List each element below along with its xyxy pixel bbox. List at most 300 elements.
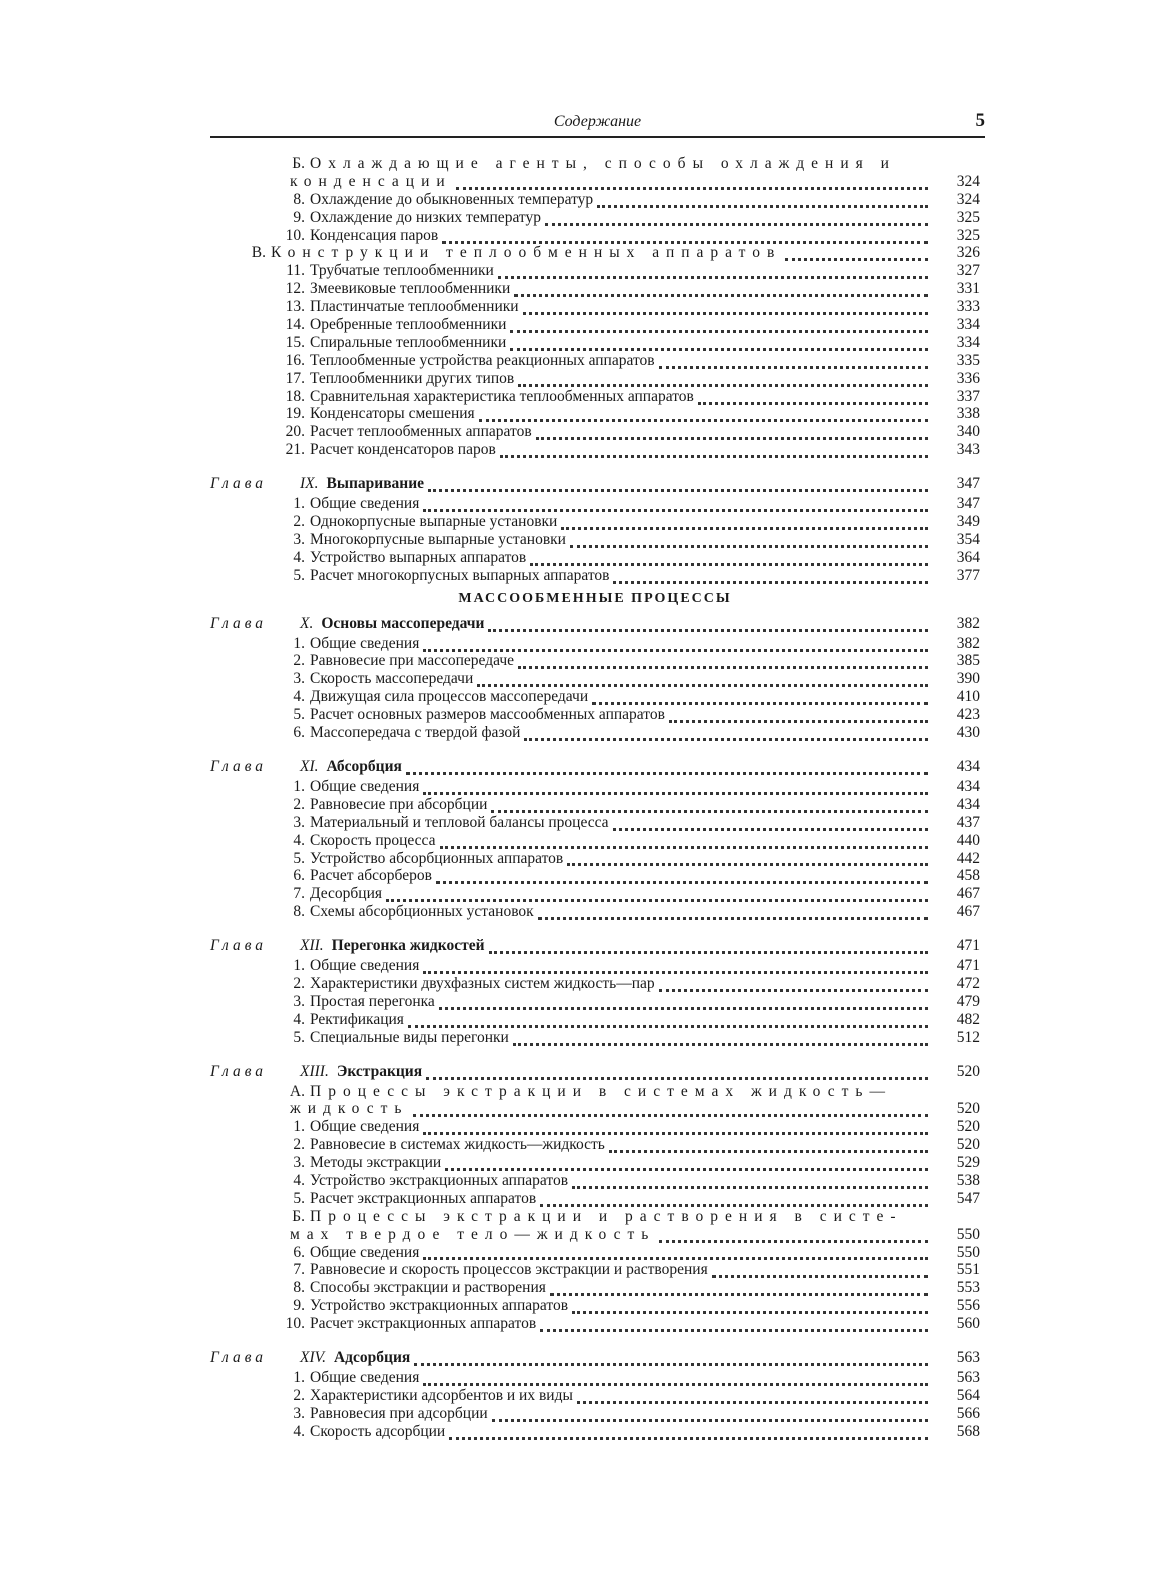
item-title: Равновесие при массопередаче [310,652,515,670]
dot-leader [500,450,928,458]
dot-leader [492,1414,928,1422]
item-title: Общие сведения [310,495,420,513]
dot-leader [540,1199,928,1207]
page-ref: 410 [956,688,980,706]
page-ref: 479 [956,992,980,1010]
item-number: 1. [293,1118,305,1136]
dot-leader [426,1072,928,1080]
chapter-label: Глава [210,1348,268,1366]
item-title: Расчет конденсаторов паров [310,441,496,459]
page-ref: 326 [956,244,980,262]
dot-leader [577,1396,928,1404]
toc-item-row[interactable] [210,191,980,209]
page-ref: 349 [956,513,980,531]
item-number: 2. [293,974,305,992]
item-title: Устройство абсорбционных аппаратов [310,849,564,867]
page-ref: 333 [956,298,980,316]
toc-item-row[interactable] [210,352,980,370]
toc-chapter-row[interactable] [210,473,980,495]
item-number: 7. [293,1261,305,1279]
item-title: Характеристики двухфазных систем жидкость—пар [310,974,655,992]
item-title: Охлаждение до низких температур [310,208,541,226]
item-number: 5. [293,706,305,724]
item-title: Движущая сила процессов массопередачи [310,688,589,706]
item-title: Спиральные теплообменники [310,333,507,351]
chapter-label: Глава [210,757,268,775]
toc-item-row[interactable] [210,832,980,850]
page-ref: 471 [956,937,980,955]
item-number: 15. [285,333,305,351]
toc-item-row[interactable] [210,1154,980,1172]
item-number: 3. [293,1404,305,1422]
toc-chapter-row[interactable] [210,613,980,635]
item-title: Общие сведения [310,1243,420,1261]
item-title: Общие сведения [310,957,420,975]
item-number: 2. [293,795,305,813]
toc-item-row[interactable] [210,1261,980,1279]
dot-leader [518,379,928,387]
page-ref: 529 [956,1154,980,1172]
toc-item-row[interactable] [210,1387,980,1405]
item-number: 4. [293,1010,305,1028]
toc-item-row[interactable] [210,423,980,441]
item-number: 13. [285,298,305,316]
item-number: 4. [293,688,305,706]
section-title-continued: мах твердое тело—жидкость [290,1225,656,1243]
section-letter: Б. [292,1207,305,1225]
dot-leader [567,858,928,866]
dot-leader [572,1181,928,1189]
dot-leader [530,558,928,566]
page-ref: 327 [956,262,980,280]
item-number: 5. [293,1028,305,1046]
item-number: 5. [293,1189,305,1207]
dot-leader [659,984,928,992]
item-title: Простая перегонка [310,992,435,1010]
section-title: Процессы экстракции и растворения в систе- [310,1207,903,1225]
toc-item-row[interactable] [210,796,980,814]
page-ref: 334 [956,333,980,351]
dot-leader [408,1020,928,1028]
toc-spacer [210,921,980,935]
section-title: Охлаждающие агенты, способы охлаждения и [310,155,896,172]
toc-item-row[interactable] [210,316,980,334]
chapter-label: Глава [210,1062,268,1080]
item-title: Ректификация [310,1010,404,1028]
item-number: 2. [293,1136,305,1154]
toc-item-row[interactable] [210,1011,980,1029]
page-number: 5 [975,110,985,131]
page-ref: 440 [956,831,980,849]
chapter-number: XIII. [300,1062,329,1080]
page-ref: 437 [956,813,980,831]
dot-leader [597,200,928,208]
item-number: 17. [285,369,305,387]
toc-item-row[interactable] [210,1118,980,1136]
page-ref: 364 [956,548,980,566]
item-title: Устройство экстракционных аппаратов [310,1171,569,1189]
toc-item-row[interactable] [210,495,980,513]
toc-item-row[interactable] [210,370,980,388]
item-title: Общие сведения [310,777,420,795]
page-ref: 553 [956,1279,980,1297]
dot-leader [423,1252,928,1260]
toc-item-row[interactable] [210,670,980,688]
item-number: 7. [293,885,305,903]
toc-section-nodots-row[interactable] [210,155,980,173]
toc-item-row[interactable] [210,227,980,245]
dot-leader [428,484,928,492]
chapter-number: IX. [300,475,319,493]
toc-spacer [210,1333,980,1347]
section-title: Процессы экстракции в системах жидкость— [310,1082,892,1100]
toc-chapter-row[interactable] [210,1061,980,1083]
dot-leader [545,218,928,226]
toc-cont-row[interactable] [210,1100,980,1118]
item-title: Трубчатые теплообменники [310,262,494,280]
chapter-title: Перегонка жидкостей [331,937,485,955]
item-number: 21. [285,441,305,459]
item-number: 3. [293,992,305,1010]
item-number: 3. [293,813,305,831]
page-ref: 560 [956,1315,980,1333]
item-title: Скорость массопередачи [310,670,474,688]
dot-leader [523,307,928,315]
page-ref: 347 [956,475,980,493]
toc-spacer [210,1047,980,1061]
item-title: Змеевиковые теплообменники [310,280,511,298]
toc-item-row[interactable] [210,513,980,531]
dot-leader [561,522,928,530]
toc-item-row[interactable] [210,405,980,423]
item-title: Расчет основных размеров массообменных аппаратов [310,706,665,724]
chapter-title: Абсорбция [326,757,402,775]
item-number: 4. [293,548,305,566]
item-number: 14. [285,316,305,334]
dot-leader [488,624,928,632]
dot-leader [609,1145,928,1153]
dot-leader [510,343,928,351]
page-ref: 340 [956,423,980,441]
page-ref: 566 [956,1404,980,1422]
page-ref: 343 [956,441,980,459]
page-ref: 325 [956,208,980,226]
item-title: Расчет абсорберов [310,867,432,885]
chapter-number: XI. [300,757,319,775]
item-title: Скорость процесса [310,831,436,849]
toc-chapter-row[interactable] [210,935,980,957]
dot-leader [423,1378,928,1386]
chapter-number: XII. [300,937,324,955]
dot-leader [498,271,928,279]
item-title: Общие сведения [310,1118,420,1136]
toc-item-row[interactable] [210,262,980,280]
page-ref: 347 [956,495,980,513]
toc-chapter-row[interactable] [210,1347,980,1369]
dot-leader [436,876,928,884]
page-ref: 472 [956,974,980,992]
page-ref: 331 [956,280,980,298]
chapter-label: Глава [210,475,268,493]
dot-leader [518,661,928,669]
part-heading: МАССООБМЕННЫЕ ПРОЦЕССЫ [458,590,732,606]
chapter-title: Экстракция [336,1062,423,1080]
page-ref: 482 [956,1010,980,1028]
page-ref: 334 [956,316,980,334]
item-number: 3. [293,1154,305,1172]
item-title: Устройство выпарных аппаратов [310,548,527,566]
toc-item-row[interactable] [210,1405,980,1423]
page-header [210,110,985,138]
toc-item-row[interactable] [210,814,980,832]
item-title: Характеристики адсорбентов и их виды [310,1386,573,1404]
page-ref: 324 [956,190,980,208]
toc-item-row[interactable] [210,1136,980,1154]
chapter-label: Глава [210,614,268,632]
item-title: Равновесия при адсорбции [310,1404,488,1422]
toc-item-row[interactable] [210,1190,980,1208]
item-number: 2. [293,652,305,670]
toc-item-row[interactable] [210,706,980,724]
toc-item-row[interactable] [210,549,980,567]
dot-leader [785,253,928,261]
toc-item-row[interactable] [210,688,980,706]
toc-section-nodots-row[interactable] [210,1083,980,1101]
dot-leader [491,805,928,813]
toc-item-row[interactable] [210,1297,980,1315]
toc-item-row[interactable] [210,867,980,885]
item-number: 1. [293,777,305,795]
page-ref: 354 [956,530,980,548]
dot-leader [659,1235,928,1243]
page-ref: 547 [956,1189,980,1207]
item-number: 3. [293,530,305,548]
dot-leader [513,1038,928,1046]
dot-leader [413,1109,929,1117]
toc-section-row[interactable] [210,244,980,262]
toc-item-row[interactable] [210,388,980,406]
dot-leader [570,540,928,548]
toc-item-row[interactable] [210,441,980,459]
dot-leader [712,1270,928,1278]
page-ref: 385 [956,652,980,670]
dot-leader [440,841,929,849]
dot-leader [592,697,928,705]
toc-item-row[interactable] [210,567,980,585]
item-number: 2. [293,1386,305,1404]
table-of-contents [210,155,980,1441]
item-number: 1. [293,495,305,513]
page-ref: 467 [956,903,980,921]
toc-item-row[interactable] [210,635,980,653]
toc-item-row[interactable] [210,334,980,352]
section-title-continued: жидкость [290,1100,409,1118]
page-ref: 434 [956,757,980,775]
item-title: Равновесие в системах жидкость—жидкость [310,1136,605,1154]
chapter-title: Основы массопередачи [321,614,485,632]
toc-item-row[interactable] [210,652,980,670]
item-title: Устройство экстракционных аппаратов [310,1297,569,1315]
dot-leader [423,504,928,512]
page-ref: 423 [956,706,980,724]
page-ref: 325 [956,226,980,244]
item-title: Схемы абсорбционных установок [310,903,534,921]
item-number: 9. [293,1297,305,1315]
page-ref: 338 [956,405,980,423]
item-number: 1. [293,634,305,652]
toc-item-row[interactable] [210,903,980,921]
page-ref: 382 [956,614,980,632]
chapter-title: Выпаривание [326,475,425,493]
toc-item-row[interactable] [210,1423,980,1441]
item-number: 20. [285,423,305,441]
page-ref: 568 [956,1422,980,1440]
page-ref: 336 [956,369,980,387]
dot-leader [423,1127,928,1135]
page-ref: 458 [956,867,980,885]
item-title: Массопередача с твердой фазой [310,724,521,742]
dot-leader [423,966,928,974]
item-title: Расчет теплообменных аппаратов [310,423,532,441]
dot-leader [659,361,928,369]
item-title: Оребренные теплообменники [310,316,507,334]
item-title: Способы экстракции и растворения [310,1279,546,1297]
page-ref: 520 [956,1118,980,1136]
dot-leader [489,946,928,954]
dot-leader [477,679,928,687]
dot-leader [514,289,928,297]
item-title: Равновесие и скорость процессов экстракции и растворения [310,1261,708,1279]
item-title: Расчет многокорпусных выпарных аппаратов [310,566,610,584]
item-number: 8. [293,903,305,921]
toc-item-row[interactable] [210,531,980,549]
item-number: 12. [285,280,305,298]
toc-cont-row[interactable] [210,173,980,191]
item-number: 1. [293,957,305,975]
page-ref: 551 [956,1261,980,1279]
page-ref: 538 [956,1171,980,1189]
toc-item-row[interactable] [210,1029,980,1047]
item-number: 4. [293,831,305,849]
page-ref: 430 [956,724,980,742]
item-number: 5. [293,566,305,584]
page-ref: 434 [956,795,980,813]
page-ref: 556 [956,1297,980,1315]
page-ref: 442 [956,849,980,867]
item-number: 4. [293,1422,305,1440]
page-ref: 563 [956,1348,980,1366]
page-ref: 467 [956,885,980,903]
item-title: Охлаждение до обыкновенных температур [310,190,594,208]
item-title: Конденсаторы смешения [310,405,475,423]
page-ref: 337 [956,387,980,405]
dot-leader [414,1358,928,1366]
item-title: Сравнительная характеристика теплообменных аппаратов [310,387,694,405]
dot-leader [536,432,928,440]
toc-section-nodots-row[interactable] [210,1208,980,1226]
item-number: 8. [293,1279,305,1297]
page-ref: 434 [956,777,980,795]
item-title: Равновесие при абсорбции [310,795,488,813]
dot-leader [613,576,928,584]
toc-item-row[interactable] [210,1172,980,1190]
dot-leader [386,894,928,902]
item-number: 1. [293,1368,305,1386]
item-title: Расчет экстракционных аппаратов [310,1189,537,1207]
toc-chapter-row[interactable] [210,756,980,778]
section-letter: Б. [292,155,305,172]
chapter-number: X. [300,614,314,632]
section-letter: А. [289,1082,305,1100]
toc-item-row[interactable] [210,1315,980,1333]
dot-leader [423,644,928,652]
item-title: Многокорпусные выпарные установки [310,530,566,548]
toc-item-row[interactable] [210,280,980,298]
item-number: 6. [293,1243,305,1261]
page-ref: 520 [956,1136,980,1154]
item-title: Расчет экстракционных аппаратов [310,1315,537,1333]
item-title: Теплообменные устройства реакционных аппаратов [310,351,655,369]
toc-cont-row[interactable] [210,1226,980,1244]
toc-item-row[interactable] [210,1369,980,1387]
toc-item-row[interactable] [210,993,980,1011]
item-number: 2. [293,513,305,531]
dot-leader [449,1432,928,1440]
toc-item-row[interactable] [210,885,980,903]
dot-leader [439,1002,928,1010]
toc-item-row[interactable] [210,724,980,742]
page-ref: 471 [956,957,980,975]
dot-leader [479,414,928,422]
dot-leader [406,767,928,775]
page-ref: 390 [956,670,980,688]
toc-item-row[interactable] [210,975,980,993]
dot-leader [540,1324,928,1332]
toc-item-row[interactable] [210,1244,980,1262]
toc-spacer [210,742,980,756]
item-number: 6. [293,867,305,885]
dot-leader [423,787,928,795]
page-ref: 550 [956,1225,980,1243]
page-ref: 563 [956,1368,980,1386]
toc-spacer [210,459,980,473]
toc-item-row[interactable] [210,957,980,975]
toc-item-row[interactable] [210,298,980,316]
toc-item-row[interactable] [210,778,980,796]
toc-item-row[interactable] [210,209,980,227]
page-ref: 564 [956,1386,980,1404]
toc-item-row[interactable] [210,1279,980,1297]
dot-leader [613,823,928,831]
item-title: Конденсация паров [310,226,439,244]
page-ref: 324 [956,172,980,190]
dot-leader [445,1163,928,1171]
item-number: 11. [286,262,305,280]
dot-leader [442,236,928,244]
page-ref: 550 [956,1243,980,1261]
item-title: Общие сведения [310,634,420,652]
item-number: 16. [285,351,305,369]
item-title: Скорость адсорбции [310,1422,446,1440]
chapter-number: XIV. [300,1348,326,1366]
dot-leader [572,1306,928,1314]
toc-item-row[interactable] [210,850,980,868]
section-title: Конструкции теплообменных аппаратов [271,244,782,262]
item-number: 9. [293,208,305,226]
section-title-continued: конденсации [290,172,452,190]
dot-leader [538,912,928,920]
item-number: 3. [293,670,305,688]
